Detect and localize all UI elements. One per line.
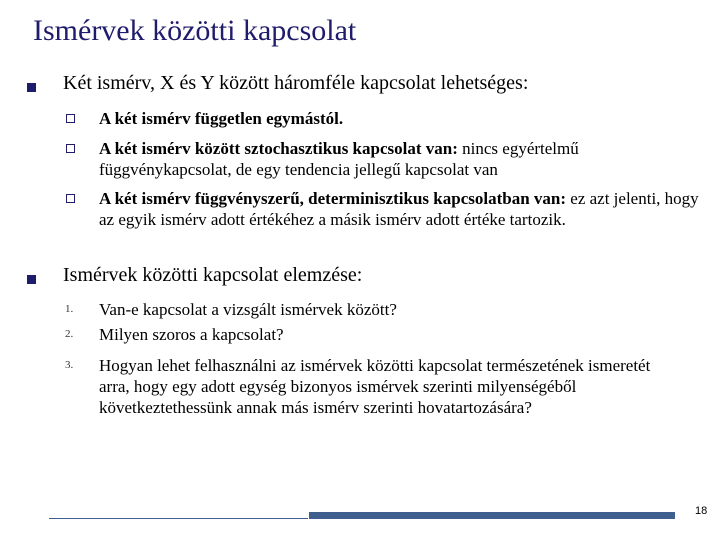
hollow-square-bullet-icon <box>66 114 75 123</box>
sub-item-text: A két ismérv független egymástól. <box>99 109 344 128</box>
footer-line-thin <box>49 518 308 519</box>
numbered-item-text: Van-e kapcsolat a vizsgált ismérvek között? <box>99 300 397 319</box>
item-number: 2. <box>65 328 74 340</box>
bullet-text: Két ismérv, X és Y között háromféle kapcsolat lehetséges: <box>63 72 529 94</box>
item-number: 1. <box>65 303 74 315</box>
hollow-square-bullet-icon <box>66 194 75 203</box>
slide-title: Ismérvek közötti kapcsolat <box>33 14 357 47</box>
sub-item-text: A két ismérv függvényszerű, determinisztikus kapcsolatban van: ez azt jelenti, hogy az egyik ismérv adott értékéhez a másik ismérv adott értéke tartozik. <box>99 189 699 229</box>
sub-item-text: A két ismérv között sztochasztikus kapcsolat van: nincs egyértelmű függvénykapcsolat, de egy tendencia jellegű kapcsolat van <box>99 139 579 179</box>
square-bullet-icon <box>27 83 36 92</box>
square-bullet-icon <box>27 275 36 284</box>
numbered-item-text: Hogyan lehet felhasználni az ismérvek közötti kapcsolat természetének ismeretét arra, hogy egy adott egység bizonyos ismérvek szerinti milyenségéből következtethessünk annak más ismérv szerinti hovatartozására? <box>99 356 651 417</box>
hollow-square-bullet-icon <box>66 144 75 153</box>
item-number: 3. <box>65 359 74 371</box>
bullet-text: Ismérvek közötti kapcsolat elemzése: <box>63 264 363 286</box>
numbered-item-text: Milyen szoros a kapcsolat? <box>99 325 284 344</box>
footer-line-thick <box>309 512 675 519</box>
page-number: 18 <box>695 505 708 517</box>
